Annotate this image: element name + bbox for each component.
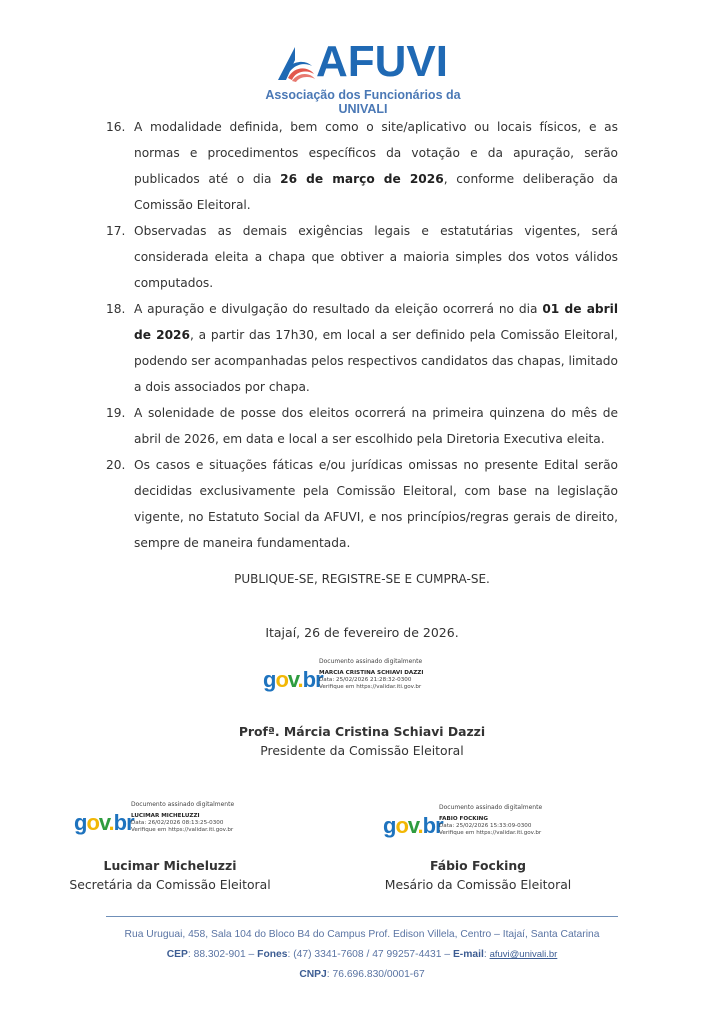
stamp-verify-link: Verifique em https://validar.iti.gov.br (319, 684, 422, 690)
publique-statement: PUBLIQUE-SE, REGISTRE-SE E CUMPRA-SE. (234, 572, 490, 586)
president-role: Presidente da Comissão Eleitoral (260, 743, 464, 758)
stamp-date: Data: 25/02/2026 21:28:32-0300 (319, 677, 412, 683)
footer-address: Rua Uruguai, 458, Sala 104 do Bloco B4 do Campus Prof. Edison Villela, Centro – Itajaí, Santa Catarina (124, 929, 600, 940)
stamp-verify-link: Verifique em https://validar.iti.gov.br (131, 827, 234, 833)
email-link[interactable]: afuvi@univali.br (489, 949, 558, 960)
date-city: Itajaí, 26 de fevereiro de 2026. (265, 625, 459, 640)
list-item (106, 114, 618, 218)
stamp-verify-link: Verifique em https://validar.iti.gov.br (439, 830, 542, 836)
president-name: Profª. Márcia Cristina Schiavi Dazzi (238, 724, 486, 739)
signature-stamp-text (131, 800, 234, 834)
item-number: 20. (106, 458, 126, 472)
item-bold-date: 26 de março de 2026 (280, 172, 444, 186)
list-item (106, 400, 618, 452)
association-name: Associação dos Funcionários da UNIVALI (265, 88, 461, 116)
stamp-heading: Documento assinado digitalmente (319, 658, 423, 665)
list-item (106, 452, 618, 556)
secretary-role: Secretária da Comissão Eleitoral (69, 877, 271, 892)
govbr-logo-icon: gov.br (74, 810, 134, 835)
mesario-name: Fábio Focking (429, 858, 527, 873)
item-number: 18. (106, 302, 126, 316)
stamp-heading: Documento assinado digitalmente (439, 804, 543, 811)
item-text-after: , conforme deliberação da Comissão Eleitoral. (134, 172, 618, 212)
stamp-date: Data: 25/02/2026 15:33:09-0300 (439, 823, 532, 829)
fones-value: : (47) 3341-7608 / 47 99257-4431 – (287, 949, 453, 960)
item-text: A apuração e divulgação do resultado da eleição ocorrerá no dia (134, 302, 543, 316)
footer-cnpj (0, 969, 724, 980)
list-item (106, 296, 618, 400)
footer-contacts (0, 949, 724, 960)
edital-items (106, 114, 618, 556)
mesario-signature-stamp (383, 803, 563, 847)
govbr-logo-icon: gov.br (263, 667, 323, 692)
secretary-signature-stamp (74, 800, 274, 844)
fones-label: Fones (257, 949, 288, 960)
email-label: E-mail (452, 949, 484, 960)
item-text: A modalidade definida, bem como o site/aplicativo ou locais físicos, e as normas e procedimentos específicos da votação e da apuração, serão publicados até o dia (134, 120, 618, 186)
stamp-signer: MARCIA CRISTINA SCHIAVI DAZZI (319, 670, 424, 676)
cep-label: CEP (166, 949, 188, 960)
logo-text: AFUVI (316, 37, 448, 86)
president-signature-stamp (263, 657, 463, 701)
item-text: Observadas as demais exigências legais e estatutárias vigentes, será considerada eleita a chapa que obtiver a maioria simples dos votos válidos computados. (134, 224, 618, 290)
email-separator: : (483, 949, 490, 960)
cnpj-value: : 76.696.830/0001-67 (326, 969, 425, 980)
signature-stamp-text (439, 803, 542, 837)
item-text: A solenidade de posse dos eleitos ocorrerá na primeira quinzena do mês de abril de 2026, em data e local a ser escolhido pela Diretoria Executiva eleita. (134, 406, 618, 446)
afuvi-logo-mark-icon (274, 44, 316, 84)
item-number: 19. (106, 406, 126, 420)
signature-stamp-text (319, 657, 423, 691)
item-number: 16. (106, 120, 126, 134)
stamp-heading: Documento assinado digitalmente (131, 801, 235, 808)
stamp-date: Data: 26/02/2026 08:13:25-0300 (131, 820, 224, 826)
footer-divider (106, 916, 618, 917)
secretary-name: Lucimar Micheluzzi (103, 858, 237, 873)
stamp-signer: LUCIMAR MICHELUZZI (131, 813, 200, 819)
item-bold-date: 01 de abril de 2026 (134, 302, 619, 342)
list-item (106, 218, 618, 296)
cep-value: : 88.302-901 – (187, 949, 258, 960)
item-number: 17. (106, 224, 126, 238)
item-text-after: , a partir das 17h30, em local a ser definido pela Comissão Eleitoral, podendo ser acompanhadas pelos respectivos candidatos das chapas, limitado a dois associados por chapa. (134, 328, 618, 394)
item-text: Os casos e situações fáticas e/ou jurídicas omissas no presente Edital serão decididas exclusivamente pela Comissão Eleitoral, com base na legislação vigente, no Estatuto Social da AFUVI, e nos princípios/regras gerais de direito, sempre de maneira fundamentada. (134, 458, 618, 550)
stamp-signer: FABIO FOCKING (439, 816, 488, 822)
afuvi-logo (274, 37, 454, 88)
govbr-logo-icon: gov.br (383, 813, 443, 838)
cnpj-label: CNPJ (299, 969, 327, 980)
mesario-role: Mesário da Comissão Eleitoral (384, 877, 572, 892)
